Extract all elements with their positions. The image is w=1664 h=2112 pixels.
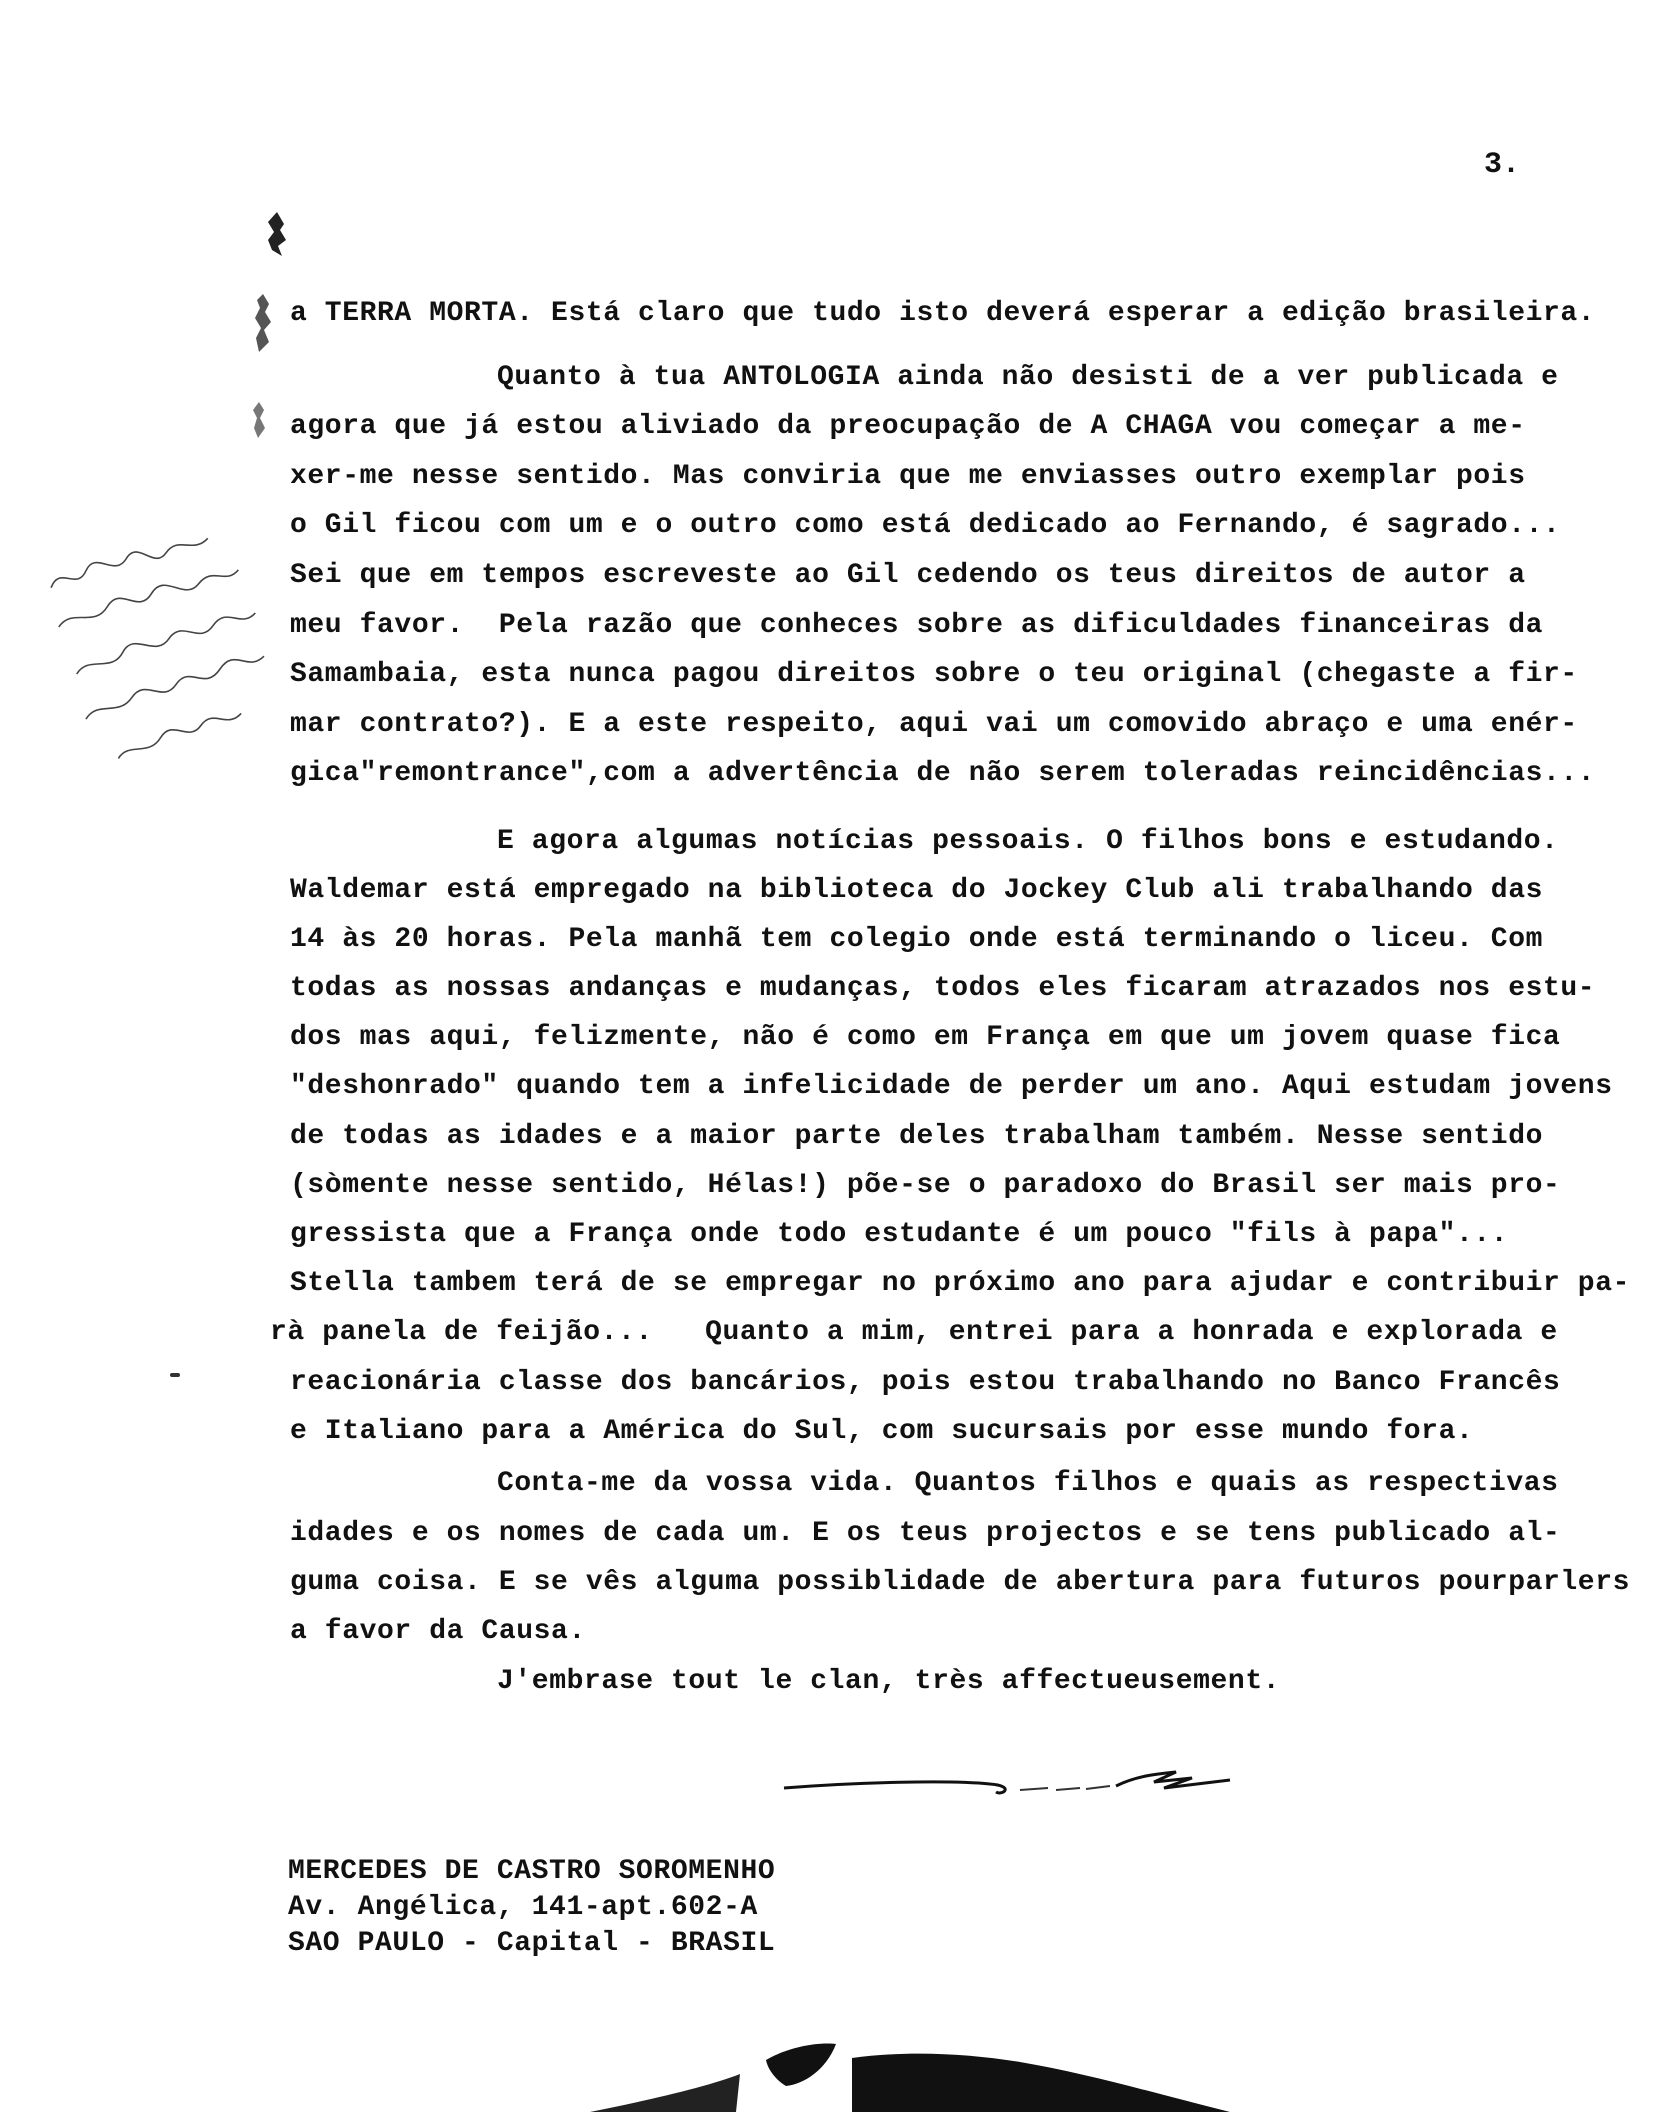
signature [780,1758,1240,1808]
body-line: xer-me nesse sentido. Mas conviria que me enviasses outro exemplar pois [290,461,1526,492]
body-line: a TERRA MORTA. Está claro que tudo isto deverá esperar a edição brasileira. [290,298,1596,329]
body-line: idades e os nomes de cada um. E os teus projectos e se tens publicado al- [290,1518,1561,1549]
address-line: Av. Angélica, 141-apt.602-A [288,1892,758,1923]
body-line: mar contrato?). E a este respeito, aqui vai um comovido abraço e uma enér- [290,709,1578,740]
body-line: Sei que em tempos escreveste ao Gil cedendo os teus direitos de autor a [290,560,1526,591]
binding-mark-icon [250,292,276,354]
body-line: a favor da Causa. [290,1616,586,1647]
body-line: todas as nossas andanças e mudanças, todos eles ficaram atrazados nos estu- [290,973,1596,1004]
body-line: dos mas aqui, felizmente, não é como em França em que um jovem quase fica [290,1022,1561,1053]
body-line: guma coisa. E se vês alguma possiblidade de abertura para futuros pourparlers [290,1567,1631,1598]
body-line: 14 às 20 horas. Pela manhã tem colegio onde está terminando o liceu. Com [290,924,1543,955]
body-line: gica"remontrance",com a advertência de não serem toleradas reincidências... [290,758,1596,789]
body-line: reacionária classe dos bancários, pois estou trabalhando no Banco Francês [290,1367,1561,1398]
page-number: 3. [1484,148,1521,182]
stray-mark [170,1373,180,1377]
body-line: (sòmente nesse sentido, Hélas!) põe-se o paradoxo do Brasil ser mais pro- [290,1170,1561,1201]
body-line: Waldemar está empregado na biblioteca do Jockey Club ali trabalhando das [290,875,1543,906]
body-line: o Gil ficou com um e o outro como está dedicado ao Fernando, é sagrado... [290,510,1561,541]
body-line: Conta-me da vossa vida. Quantos filhos e quais as respectivas [497,1468,1559,1499]
body-line: Samambaia, esta nunca pagou direitos sobre o teu original (chegaste a fir- [290,659,1578,690]
body-line: Quanto à tua ANTOLOGIA ainda não desisti de a ver publicada e [497,362,1559,393]
body-line: E agora algumas notícias pessoais. O filhos bons e estudando. [497,826,1559,857]
binding-mark-icon [262,210,292,260]
handwritten-margin-note [38,512,293,803]
torn-edge-mark [590,2040,1290,2112]
address-line: MERCEDES DE CASTRO SOROMENHO [288,1856,776,1887]
body-line: agora que já estou aliviado da preocupação de A CHAGA vou começar a me- [290,411,1526,442]
body-line: de todas as idades e a maior parte deles trabalham também. Nesse sentido [290,1121,1543,1152]
body-line: Stella tambem terá de se empregar no próximo ano para ajudar e contribuir pa- [290,1268,1631,1299]
binding-mark-icon [248,400,270,440]
address-line: SAO PAULO - Capital - BRASIL [288,1928,776,1959]
body-line: "deshonrado" quando tem a infelicidade de perder um ano. Aqui estudam jovens [290,1071,1613,1102]
body-line: e Italiano para a América do Sul, com sucursais por esse mundo fora. [290,1416,1474,1447]
body-line: rà panela de feijão... Quanto a mim, entrei para a honrada e explorada e [270,1317,1558,1348]
body-line: J'embrase tout le clan, très affectueusement. [497,1666,1281,1697]
body-line: gressista que a França onde todo estudante é um pouco "fils à papa"... [290,1219,1509,1250]
body-line: meu favor. Pela razão que conheces sobre as dificuldades financeiras da [290,610,1543,641]
